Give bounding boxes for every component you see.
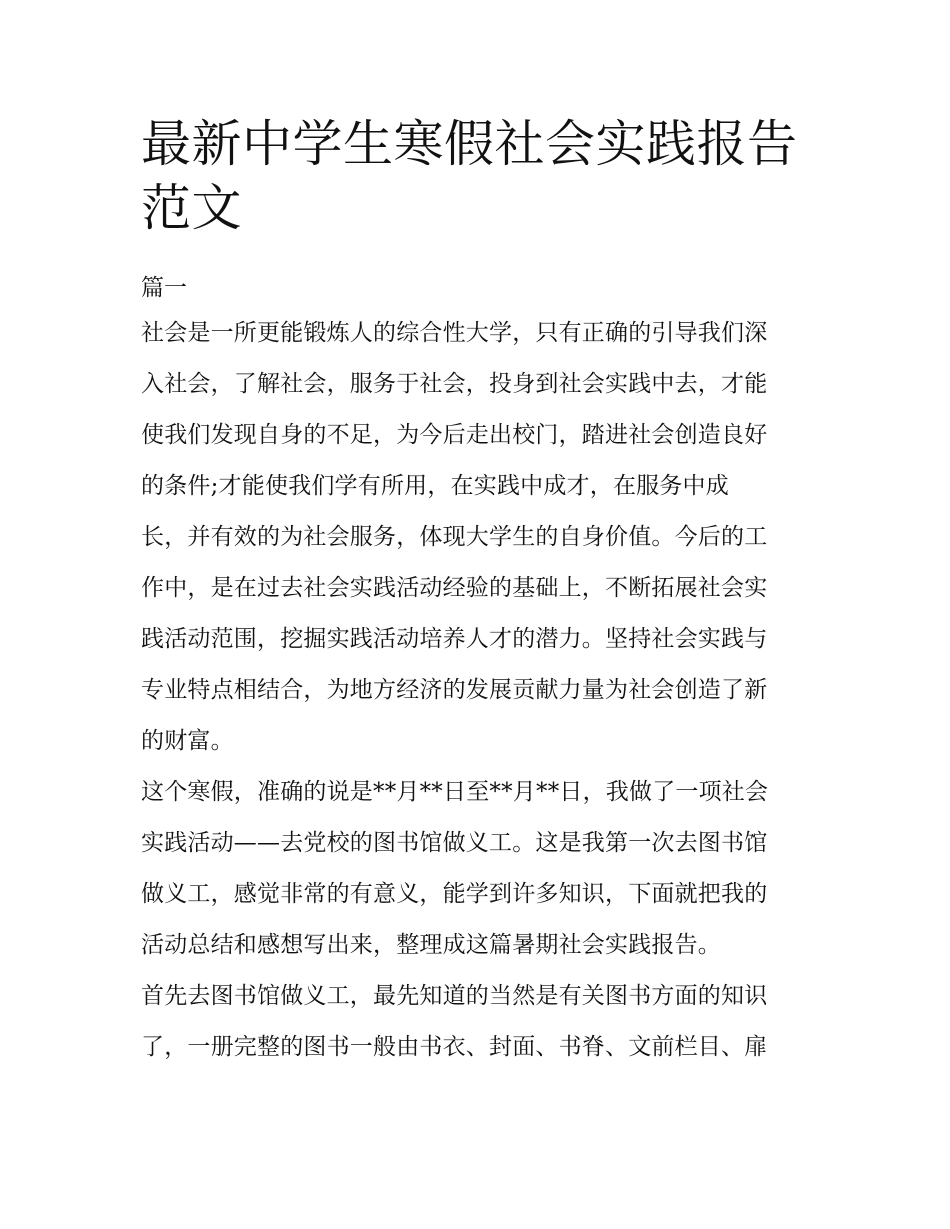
document-page — [141, 112, 813, 1073]
text-line: 社会是一所更能锻炼人的综合性大学，只有正确的引导我们深 — [141, 320, 768, 346]
text-line: 使我们发现自身的不足，为今后走出校门，踏进社会创造良好 — [141, 422, 768, 448]
text-line: 活动总结和感想写出来，整理成这篇暑期社会实践报告。 — [141, 932, 721, 958]
text-line: 的财富。 — [141, 728, 234, 754]
text-line: 首先去图书馆做义工，最先知道的当然是有关图书方面的知识 — [141, 983, 768, 1009]
document-title — [141, 112, 813, 240]
text-line: 了，一册完整的图书一般由书衣、封面、书脊、文前栏目、扉 — [141, 1034, 768, 1060]
text-line: 专业特点相结合，为地方经济的发展贡献力量为社会创造了新 — [141, 677, 768, 703]
paragraph-3 — [141, 971, 813, 1073]
text-line: 这个寒假，准确的说是**月**日至**月**日，我做了一项社会 — [141, 779, 769, 805]
title-line: 最新中学生寒假社会实践报告 — [141, 115, 798, 173]
text-line: 的条件;才能使我们学有所用，在实践中成才，在服务中成 — [141, 473, 729, 499]
text-line: 长，并有效的为社会服务，体现大学生的自身价值。今后的工 — [141, 524, 768, 550]
text-line: 践活动范围，挖掘实践活动培养人才的潜力。坚持社会实践与 — [141, 626, 768, 652]
text-line: 实践活动——去党校的图书馆做义工。这是我第一次去图书馆 — [141, 830, 768, 856]
paragraph-1 — [141, 308, 813, 767]
text-line: 作中，是在过去社会实践活动经验的基础上，不断拓展社会实 — [141, 575, 768, 601]
paragraph-2 — [141, 767, 813, 971]
section-label: 篇一 — [141, 275, 187, 301]
text-line: 做义工，感觉非常的有意义，能学到许多知识，下面就把我的 — [141, 881, 768, 907]
title-line: 范文 — [141, 179, 242, 237]
text-line: 入社会，了解社会，服务于社会，投身到社会实践中去，才能 — [141, 371, 768, 397]
